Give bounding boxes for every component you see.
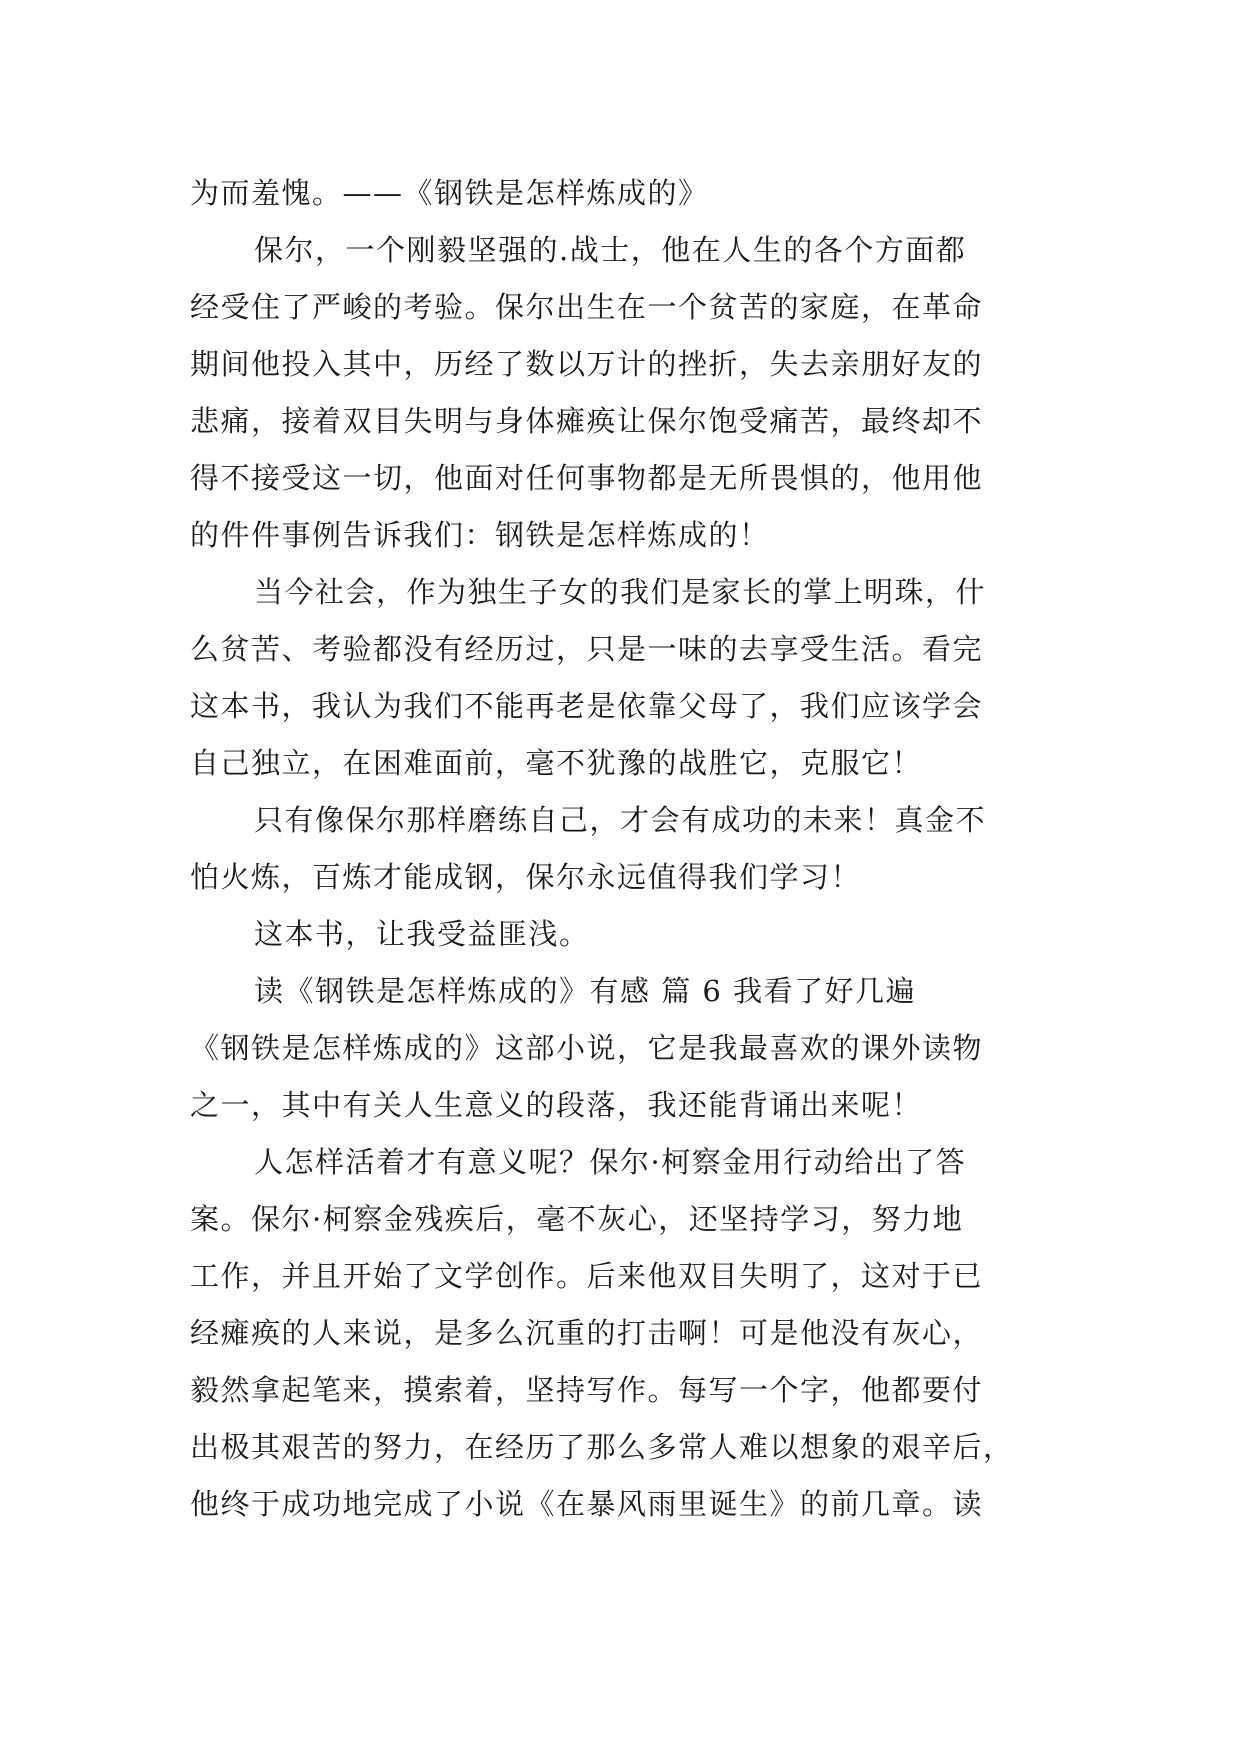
text-line: 《钢铁是怎样炼成的》这部小说，它是我最喜欢的课外读物: [190, 1031, 984, 1065]
paragraph-start-line: 只有像保尔那样磨练自己，才会有成功的未来！真金不: [254, 803, 987, 837]
text-line: 么贫苦、考验都没有经历过，只是一味的去享受生活。看完: [190, 632, 984, 666]
text-line: 经受住了严峻的考验。保尔出生在一个贫苦的家庭，在革命: [190, 290, 984, 324]
text-line: 毅然拿起笔来，摸索着，坚持写作。每写一个字，他都要付: [190, 1373, 984, 1407]
text-line: 自己独立，在困难面前，毫不犹豫的战胜它，克服它！: [190, 746, 923, 780]
text-line: 期间他投入其中，历经了数以万计的挫折，失去亲朋好友的: [190, 347, 984, 381]
text-line: 为而羞愧。——《钢铁是怎样炼成的》: [190, 176, 709, 210]
text-line: 他终于成功地完成了小说《在暴风雨里诞生》的前几章。读: [190, 1487, 984, 1521]
text-line: 之一，其中有关人生意义的段落，我还能背诵出来呢！: [190, 1088, 923, 1122]
paragraph-start-line: 保尔，一个刚毅坚强的.战士，他在人生的各个方面都: [254, 233, 967, 267]
paragraph-start-line: 这本书，让我受益匪浅。: [254, 917, 590, 951]
paragraph-start-line: 人怎样活着才有意义呢？保尔·柯察金用行动给出了答: [254, 1145, 967, 1179]
text-line: 这本书，我认为我们不能再老是依靠父母了，我们应该学会: [190, 689, 984, 723]
text-line: 经瘫痪的人来说，是多么沉重的打击啊！可是他没有灰心，: [190, 1316, 984, 1350]
text-line: 悲痛，接着双目失明与身体瘫痪让保尔饱受痛苦，最终却不: [190, 404, 984, 438]
section-heading-line: 读《钢铁是怎样炼成的》有感 篇 6 我看了好几遍: [254, 974, 917, 1008]
text-line: 案。保尔·柯察金残疾后，毫不灰心，还坚持学习，努力地: [190, 1202, 964, 1236]
text-line: 出极其艰苦的努力，在经历了那么多常人难以想象的艰辛后，: [190, 1430, 1014, 1464]
paragraph-start-line: 当今社会，作为独生子女的我们是家长的掌上明珠，什: [254, 575, 987, 609]
text-line: 怕火炼，百炼才能成钢，保尔永远值得我们学习！: [190, 860, 862, 894]
text-line: 的件件事例告诉我们：钢铁是怎样炼成的！: [190, 518, 770, 552]
text-line: 工作，并且开始了文学创作。后来他双目失明了，这对于已: [190, 1259, 984, 1293]
text-line: 得不接受这一切，他面对任何事物都是无所畏惧的，他用他: [190, 461, 984, 495]
